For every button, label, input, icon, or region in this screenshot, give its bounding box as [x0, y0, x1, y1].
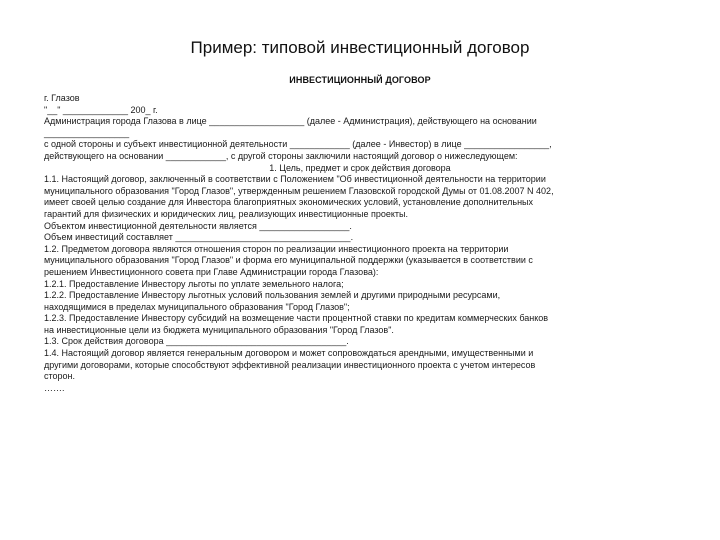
clause-1-2-line-1: 1.2. Предметом договора являются отношения сторон по реализации инвестиционного проекта на территории: [44, 243, 509, 254]
date-line: "__" _____________ 200_ г.: [44, 104, 158, 115]
clause-1-2-1: 1.2.1. Предоставление Инвестору льготы по уплате земельного налога;: [44, 278, 344, 289]
section-1-heading: 1. Цель, предмет и срок действия договора: [269, 162, 451, 173]
clause-1-2-line-3: решением Инвестиционного совета при Главе Администрации города Глазова):: [44, 266, 379, 277]
document-heading: ИНВЕСТИЦИОННЫЙ ДОГОВОР: [289, 75, 431, 85]
ellipsis: …….: [44, 382, 65, 393]
clause-1-2-2-line-2: находящимися в пределах муниципального образования "Город Глазов";: [44, 301, 350, 312]
investor-basis-line: действующего на основании ____________, с другой стороны заключили настоящий договор о нижеследующем:: [44, 150, 518, 161]
clause-1-2-2-line-1: 1.2.2. Предоставление Инвестору льготных условий пользования землей и другими природными ресурсами,: [44, 290, 501, 301]
investment-object-line: Объектом инвестиционной деятельности является __________________.: [44, 220, 352, 231]
clause-1-2-3-line-1: 1.2.3. Предоставление Инвестору субсидий на возмещение части процентной ставки по кредитам коммерческих банков: [44, 313, 549, 324]
clause-1-1-line-4: гарантий для физических и юридических лиц, реализующих инвестиционные проекты.: [44, 208, 409, 219]
investment-volume-line: Объем инвестиций составляет ___________________________________.: [44, 232, 354, 243]
clause-1-4-line-3: сторон.: [44, 371, 76, 382]
clause-1-3: 1.3. Срок действия договора ____________________________________.: [44, 336, 349, 347]
clause-1-4-line-1: 1.4. Настоящий договор является генеральным договором и может сопровождаться арендными, имущественными и: [44, 348, 534, 359]
slide-title: Пример: типовой инвестиционный договор: [190, 38, 530, 57]
administration-line: Администрация города Глазова в лице ___________________ (далее - Администрация), действующего на основании: [44, 116, 537, 127]
administration-basis-blank: _________________: [44, 127, 130, 138]
contract-body: [44, 93, 676, 394]
clause-1-2-line-2: муниципального образования "Город Глазов" и форма его муниципальной поддержки (указывается в соответствии с: [44, 255, 533, 266]
clause-1-1-line-2: муниципального образования "Город Глазов", утвержденным решением Глазовской городской Думы от 01.08.2007 N 402,: [44, 185, 554, 196]
investor-subject-line: с одной стороны и субъект инвестиционной деятельности ____________ (далее - Инвестор) в лице _________________,: [44, 139, 552, 150]
clause-1-1-line-3: имеет своей целью создание для Инвестора благоприятных экономических условий, установление дополнительных: [44, 197, 534, 208]
city-line: г. Глазов: [44, 93, 80, 103]
clause-1-1-line-1: 1.1. Настоящий договор, заключенный в соответствии с Положением "Об инвестиционной деятельности на территории: [44, 174, 546, 185]
clause-1-2-3-line-2: на инвестиционные цели из бюджета муниципального образования "Город Глазов".: [44, 324, 394, 335]
clause-1-4-line-2: другими договорами, которые способствуют эффективной реализации инвестиционного проекта с учетом интересов: [44, 359, 536, 370]
